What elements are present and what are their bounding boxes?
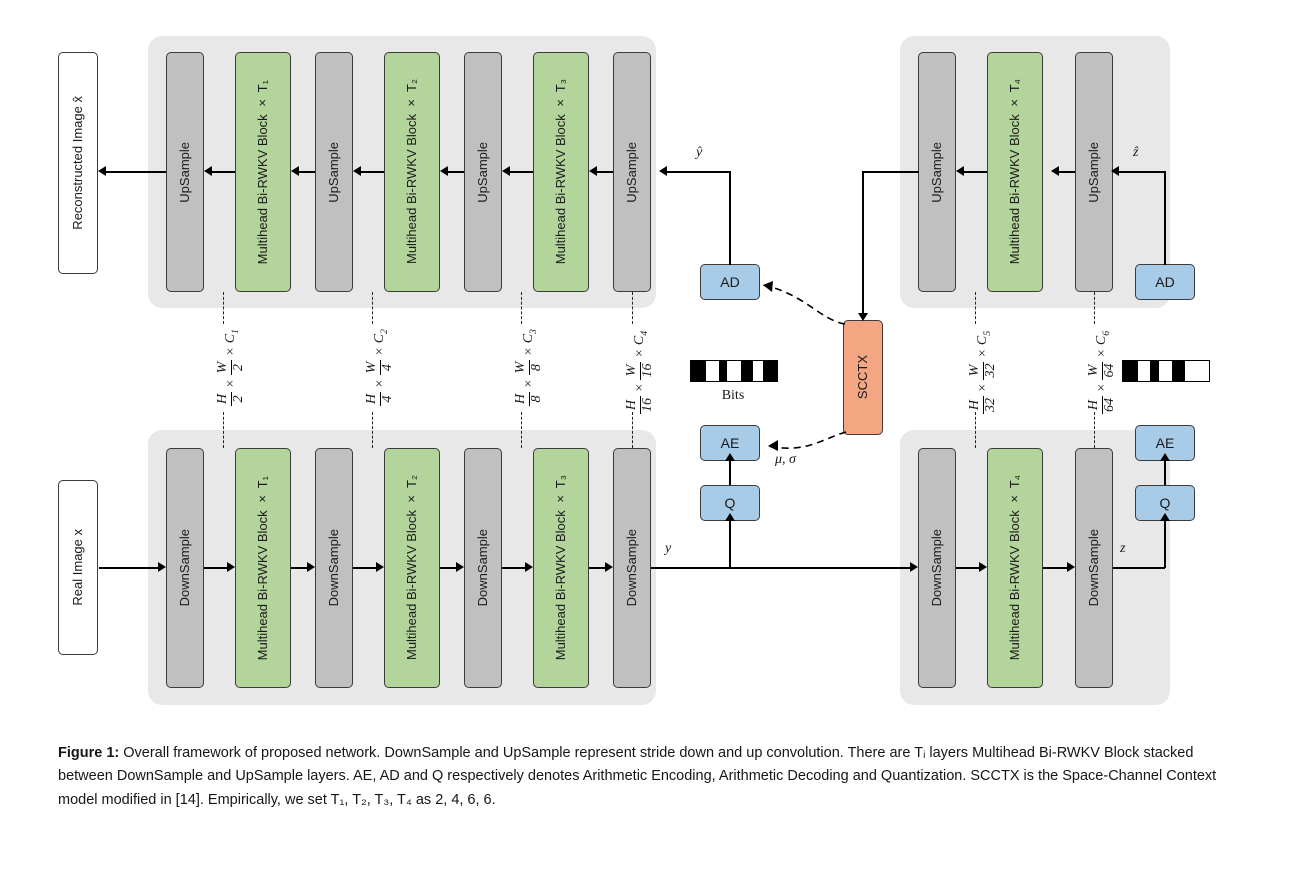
yhat-vertical-line	[729, 171, 731, 265]
dim-dashline-c1	[223, 292, 224, 324]
dim-label-c2: H 4 × W 4 × $C_2$	[364, 329, 395, 404]
downsample-block-5	[918, 448, 956, 688]
arrow-line	[964, 171, 987, 173]
downsample-label: DownSample	[474, 529, 490, 607]
arrow-head	[659, 166, 667, 176]
arrow-head	[1067, 562, 1075, 572]
upsample-block-3	[464, 52, 502, 292]
rwkv-block-t4-encoder	[987, 448, 1043, 688]
arrow-line	[99, 567, 158, 569]
real-image-box	[58, 480, 98, 655]
arrow-head	[307, 562, 315, 572]
arrow-line	[597, 171, 613, 173]
upsample-label: UpSample	[325, 141, 341, 203]
figure-caption	[58, 742, 1248, 812]
upsample-label: UpSample	[928, 141, 944, 203]
y-to-q-line	[729, 521, 731, 567]
downsample-label: DownSample	[176, 529, 192, 607]
arrow-line	[502, 567, 525, 569]
dim-dashline-c3-lower	[521, 412, 522, 448]
downsample-block-4	[613, 448, 651, 688]
downsample-label: DownSample	[623, 529, 639, 607]
upsample-block-5	[918, 52, 956, 292]
upsample-block-2	[315, 52, 353, 292]
y-trunk-line	[651, 567, 910, 569]
arrow-head	[227, 562, 235, 572]
hyper-out-vertical	[862, 171, 864, 313]
caption-text: Overall framework of proposed network. DownSample and UpSample represent stride down and up convolution. There are Tᵢ layers Multihead Bi-RWKV Block stacked between DownSample and UpSample layers. AE, AD and Q respectively denotes Arithmetic Encoding, Arithmetic Decoding and Quantization. SCCTX is the Space-Channel Context model modified in [14]. Empirically, we set T₁, T₂, T₃, T₄ as 2, 4, 6, 6.	[58, 745, 1217, 808]
rwkv-t1-label: Multihead Bi-RWKV Block × T₁	[254, 79, 270, 265]
y-label: y	[665, 541, 672, 556]
downsample-label: DownSample	[928, 529, 944, 607]
rwkv-block-t4-decoder	[987, 52, 1043, 292]
arrow-head	[440, 166, 448, 176]
dim-dashline-c6-lower	[1094, 412, 1095, 448]
arrow-line	[106, 171, 166, 173]
dim-dashline-c3	[521, 292, 522, 324]
arrow-head	[525, 562, 533, 572]
bitstream-left	[690, 360, 778, 404]
arrow-head	[589, 166, 597, 176]
rwkv-t3-label: Multihead Bi-RWKV Block × T₃	[552, 79, 568, 265]
ae-label: AE	[720, 435, 740, 451]
upsample-label: UpSample	[176, 141, 192, 203]
upsample-block-1	[166, 52, 204, 292]
q-label: Q	[1159, 495, 1171, 511]
scctx-to-ad-dashed	[745, 276, 850, 338]
mu-sigma-label: μ, σ	[775, 452, 796, 467]
downsample-label: DownSample	[325, 529, 341, 607]
downsample-block-2	[315, 448, 353, 688]
dim-dashline-c1-lower	[223, 412, 224, 448]
rwkv-block-t3-encoder	[533, 448, 589, 688]
arrow-line	[448, 171, 464, 173]
arrow-head	[204, 166, 212, 176]
rwkv-block-t1-encoder	[235, 448, 291, 688]
upsample-block-6	[1075, 52, 1113, 292]
arrow-head	[605, 562, 613, 572]
q-label: Q	[724, 495, 736, 511]
arrow-head	[353, 166, 361, 176]
dim-dashline-c6	[1094, 292, 1095, 324]
upsample-label: UpSample	[623, 141, 639, 203]
arrow-head	[158, 562, 166, 572]
downsample-block-1	[166, 448, 204, 688]
q-to-ae-line	[729, 461, 731, 485]
zhat-horizontal-line	[1119, 171, 1166, 173]
zhat-vertical-line	[1164, 171, 1166, 265]
arrow-head	[98, 166, 106, 176]
q-to-ae-line-right	[1164, 461, 1166, 485]
rwkv-block-t2-encoder	[384, 448, 440, 688]
arrow-line	[440, 567, 456, 569]
arrow-head	[858, 313, 868, 321]
dim-label-c3: H 8 × W 8 × $C_3$	[513, 329, 544, 404]
scctx-label: SCCTX	[854, 355, 870, 400]
dim-label-c1: H 2 × W 2 × $C_1$	[215, 329, 246, 404]
arrow-line	[204, 567, 227, 569]
arrow-head	[1160, 453, 1170, 461]
rwkv-block-t2	[384, 52, 440, 292]
z-hat-label: ẑ	[1133, 145, 1139, 160]
rwkv-block-t3	[533, 52, 589, 292]
arrow-head	[1051, 166, 1059, 176]
arrow-line	[212, 171, 235, 173]
dim-label-c5: H 32 × W 32 × $C_5$	[967, 330, 998, 412]
z-trunk-line	[1113, 567, 1165, 569]
arrow-head	[456, 562, 464, 572]
arrow-head	[1160, 513, 1170, 521]
arrow-head	[502, 166, 510, 176]
reconstructed-image-box	[58, 52, 98, 274]
dim-dashline-c5-lower	[975, 412, 976, 448]
ad-block-right	[1135, 264, 1195, 300]
bits-label: Bits	[721, 388, 745, 403]
arrow-line	[1043, 567, 1067, 569]
ad-label: AD	[720, 274, 740, 290]
z-label: z	[1120, 541, 1126, 556]
rwkv-t4-label: Multihead Bi-RWKV Block × T₄	[1006, 79, 1022, 265]
y-hat-label: ŷ	[696, 145, 703, 160]
caption-label: Figure 1:	[58, 745, 120, 761]
dim-dashline-c4	[632, 292, 633, 324]
upsample-label: UpSample	[1085, 141, 1101, 203]
arrow-head	[979, 562, 987, 572]
rwkv-t4-label: Multihead Bi-RWKV Block × T₄	[1006, 475, 1022, 661]
yhat-horizontal-line	[667, 171, 731, 173]
z-to-q-line	[1164, 521, 1166, 568]
arrow-line	[1059, 171, 1075, 173]
dim-dashline-c4-lower	[632, 412, 633, 448]
rwkv-t1-label: Multihead Bi-RWKV Block × T₁	[254, 475, 270, 661]
upsample-block-4	[613, 52, 651, 292]
arrow-head	[725, 453, 735, 461]
arrow-head	[725, 513, 735, 521]
ae-label: AE	[1155, 435, 1175, 451]
dim-label-c4: H 16 × W 16 × $C_4$	[624, 330, 655, 412]
upsample-label: UpSample	[474, 141, 490, 203]
downsample-block-6	[1075, 448, 1113, 688]
dim-dashline-c2-lower	[372, 412, 373, 448]
dim-dashline-c2	[372, 292, 373, 324]
real-image-label: Real Image x	[69, 529, 85, 606]
arrow-line	[353, 567, 376, 569]
dim-dashline-c5	[975, 292, 976, 324]
arrow-line	[589, 567, 605, 569]
arrow-head	[910, 562, 918, 572]
dim-label-c6: H 64 × W 64 × $C_6$	[1086, 330, 1117, 412]
downsample-block-3	[464, 448, 502, 688]
arrow-line	[956, 567, 979, 569]
arrow-line	[510, 171, 533, 173]
arrow-line	[361, 171, 384, 173]
arrow-line	[291, 567, 307, 569]
arrow-head	[376, 562, 384, 572]
ad-label: AD	[1155, 274, 1175, 290]
rwkv-block-t1	[235, 52, 291, 292]
reconstructed-image-label: Reconstructed Image x̂	[69, 96, 85, 230]
rwkv-t2-label: Multihead Bi-RWKV Block × T₂	[403, 79, 419, 265]
arrow-head	[291, 166, 299, 176]
arrow-head	[1111, 166, 1119, 176]
rwkv-t2-label: Multihead Bi-RWKV Block × T₂	[403, 475, 419, 661]
downsample-label: DownSample	[1085, 529, 1101, 607]
arrow-head	[956, 166, 964, 176]
arrow-line	[299, 171, 315, 173]
rwkv-t3-label: Multihead Bi-RWKV Block × T₃	[552, 475, 568, 661]
hyper-out-line	[862, 171, 919, 173]
